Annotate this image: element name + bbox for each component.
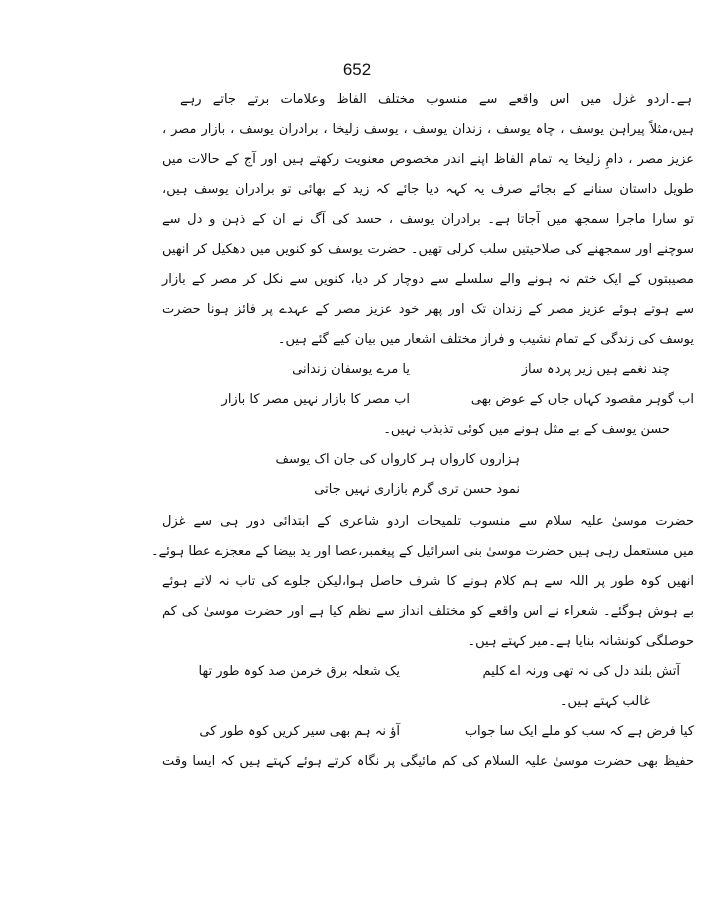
verse-line: ہزاروں کارواں ہر کارواں کی جان اک یوسف [275, 452, 520, 467]
page-number: 652 [342, 60, 372, 79]
verse-line-right: کیا فرض ہے کہ سب کو ملے ایک سا جواب [464, 724, 694, 739]
verse-line-right: آتش بلند دل کی نہ تھی ورنہ اے کلیم [482, 664, 680, 679]
verse-line-right: اب گوہر مقصود کہاں جاں کے عوض بھی [470, 392, 694, 407]
text-line: مصیبتوں کے ایک ختم نہ ہونے والے سلسلے سے دوچار کر دیا، کنویں سے نکل کر مصر کے بازار [162, 272, 694, 287]
text-line: یوسف کی زندگی کے تمام نشیب و فراز مختلف اشعار میں بیان کیے گئے ہیں۔ [277, 332, 694, 347]
verse-line-left: یا مرے یوسفان زندانی [292, 362, 410, 377]
text-line: بے ہوش ہوگئے۔ شعراء نے اس واقعے کو مختلف انداز سے نظم کیا ہے اور حضرت موسیٰ کی کم [162, 604, 694, 619]
verse-line-left: یک شعلہ برق خرمن صد کوہ طور تھا [198, 664, 400, 679]
text-line: سوچنے اور سمجھنے کی صلاحیتیں سلب کرلی تھیں۔ حضرت یوسف کو کنویں میں دھکیل کر انھیں [162, 242, 694, 257]
text-line: تو سارا ماجرا سمجھ میں آجاتا ہے۔ برادران یوسف ، حسد کی آگ نے ان کے ذہن و دل سے [162, 212, 694, 227]
prose-note: حسن یوسف کے بے مثل ہونے میں کوئی تذبذب نہیں۔ [383, 422, 670, 437]
text-line: میں مستعمل رہی ہیں حضرت موسیٰ بنی اسرائیل کے پیغمبر،عصا اور ید بیضا کے معجزے عطا ہوئے۔ [151, 544, 694, 559]
text-line: ہے۔اردو غزل میں اس واقعے سے منسوب مختلف الفاظ وعلامات برتے جاتے رہے [180, 92, 692, 107]
prose-note: غالب کہتے ہیں۔ [559, 694, 650, 709]
text-line: حضرت موسیٰ علیہ سلام سے منسوب تلمیحات اردو شاعری کے ابتدائی دور ہی سے غزل [162, 514, 694, 529]
text-line: طویل داستان سنانے کے بجائے صرف یہ کہہ دیا جائے کہ زید کے بھائی تو برادران یوسف ہیں، [162, 182, 694, 197]
verse-line-left: اب مصر کا بازار نہیں مصر کا بازار [221, 392, 410, 407]
verse-line-right: چند نغمے ہیں زیر پردہ ساز [521, 362, 670, 377]
text-line: سے ہوتے ہوئے عزیز مصر کے زندان تک اور پھر خود عزیز مصر کے عہدے پر فائز ہونا حضرت [162, 302, 694, 317]
text-line: عزیز مصر ، دامِ زلیخا یہ تمام الفاظ اپنے اندر مخصوص معنویت رکھتے ہیں اور آج کے حالات میں [162, 152, 694, 167]
text-line: ہیں،مثلاً پیراہن یوسف ، چاہ یوسف ، زندان یوسف ، یوسف زلیخا ، برادران یوسف ، بازار مصر ، [162, 122, 694, 137]
verse-line-left: آؤ نہ ہم بھی سیر کریں کوہ طور کی [199, 724, 400, 739]
verse-line: نمود حسن تری گرم بازاری نہیں جاتی [314, 482, 520, 497]
text-line: حفیظ بھی حضرت موسیٰ علیہ السلام کی کم مائیگی پر نگاہ کرتے ہوئے کہتے ہیں کہ ایسا وقت [162, 754, 694, 769]
text-line: انھیں کوہ طور پر اللہ سے ہم کلام ہونے کا شرف حاصل ہوا،لیکن جلوے کی تاب نہ لاتے ہوئے [162, 574, 694, 589]
text-line: حوصلگی کونشانہ بنایا ہے۔میر کہتے ہیں۔ [467, 634, 694, 649]
